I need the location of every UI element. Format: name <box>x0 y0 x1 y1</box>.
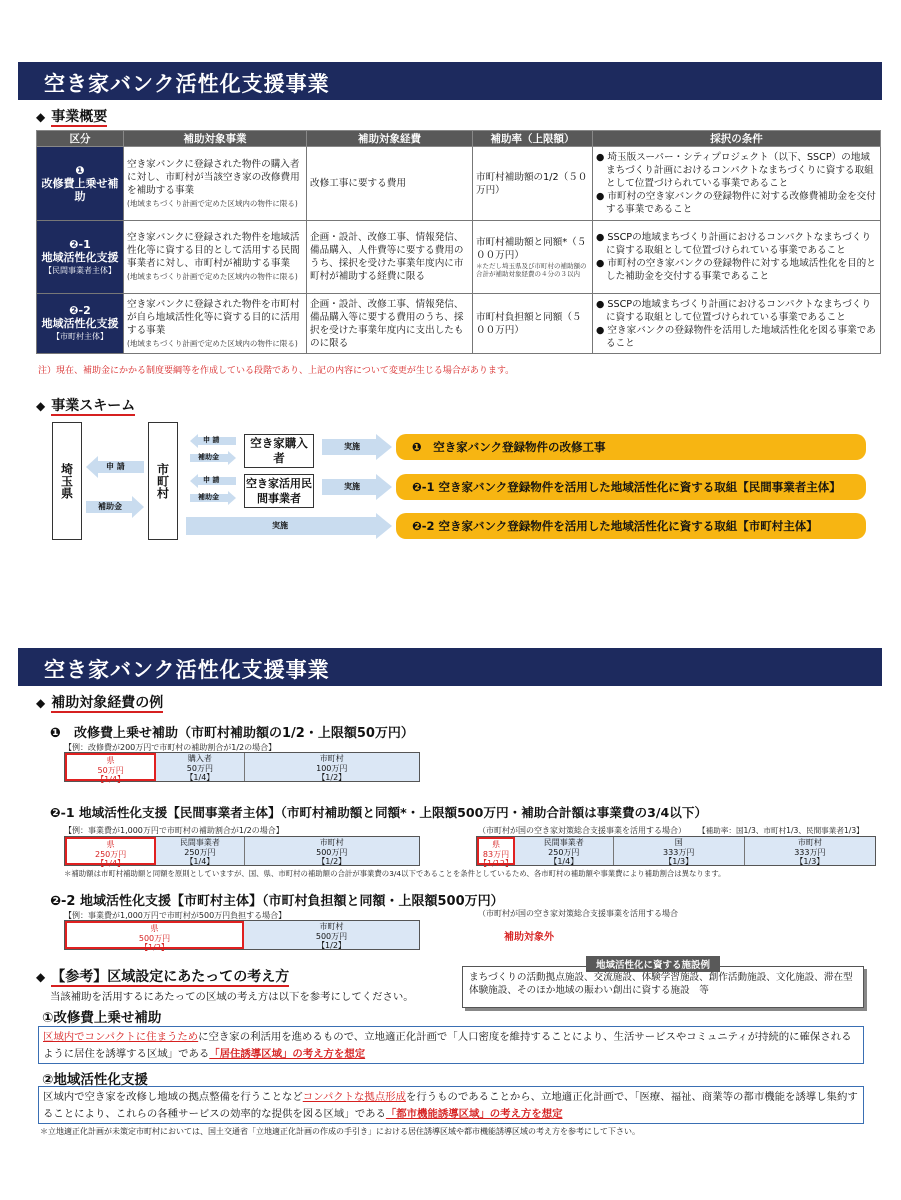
segment-ratio: 【1/4】 <box>549 857 579 866</box>
bar-segment-other <box>745 837 875 865</box>
mini-apply-arrow-2 <box>190 474 236 488</box>
jouken-item: ● 埼玉版スーパー・シティプロジェクト（以下、SSCP）の地域まちづくり計画におけるコンパクトなまちづくりに資する取組として位置づけられている事業であること <box>596 152 874 189</box>
jigyo-note: (地域まちづくり計画で定めた区域内の物件に限る) <box>127 338 298 348</box>
mini-apply-arrow-1 <box>190 434 236 448</box>
segment-amount: 500万円 <box>316 847 348 857</box>
segment-amount: 250万円 <box>548 847 580 857</box>
segment-name: 県 <box>491 840 500 849</box>
diamond-icon: ◆ <box>36 696 46 710</box>
ex2-title: ❷-1 地域活性化支援【民間事業者主体】（市町村補助額と同額*・上限額500万円・補助合計額は事業費の3/4以下） <box>50 805 708 820</box>
diamond-icon: ◆ <box>36 110 46 124</box>
overview-heading <box>36 106 107 126</box>
city-box: 市町村 <box>148 422 178 540</box>
not-eligible-label: 補助対象外 <box>504 932 554 943</box>
facility-text: まちづくりの活動拠点施設、交流施設、体験学習施設、創作活動施設、文化施設、滞在型体験施設、そのほか地域の賑わい創出に資する施設 等 <box>469 972 853 996</box>
pill-3: ❷-2 空き家バンク登録物件を活用した地域活性化に資する取組【市町村主体】 <box>396 513 866 539</box>
jouken-item: ● SSCPの地域まちづくり計画におけるコンパクトなまちづくりに資する取組として位置づけられている事業であること <box>596 232 872 256</box>
jigyo-cell <box>124 294 307 354</box>
segment-name: 市町村 <box>797 838 822 847</box>
th-jigyo: 補助対象事業 <box>124 131 307 147</box>
ex3-caption-right: （市町村が国の空き家対策総合支援事業を活用する場合 <box>478 909 678 918</box>
segment-amount: 500万円 <box>138 933 171 943</box>
th-keihi: 補助対象経費 <box>307 131 473 147</box>
kubun-label: 地域活性化支援 <box>41 317 119 330</box>
segment-name: 民間事業者 <box>543 838 584 847</box>
segment-amount: 333万円 <box>794 847 826 857</box>
ref1-box <box>38 1026 864 1064</box>
segment-ratio: 【1/3】 <box>664 857 694 866</box>
segment-name: 民間事業者 <box>179 838 220 847</box>
segment-amount: 250万円 <box>94 849 127 859</box>
ref-footnote: ＊立地適正化計画が未策定市町村においては、国土交通省「立地適正化計画の作成の手引き」における居住誘導区域や都市機能誘導区域の考え方を参考にして下さい。 <box>40 1127 640 1136</box>
kubun-cell <box>37 147 124 221</box>
ritsu-cell: 市町村負担額と同額（５００万円） <box>473 294 593 354</box>
bar-segment-pref <box>65 753 156 784</box>
keihi-cell: 企画・設計、改修工事、情報発信、備品購入等に要する費用のうち、採択を受けた事業年度内に支出したものに限る <box>307 294 473 354</box>
ex3-bar <box>64 920 420 950</box>
bar-segment-other <box>244 921 419 949</box>
ex2-caption-right2: 【補助率：国1/3、市町村1/3、民間事業者1/3】 <box>698 826 864 835</box>
ex1-bar <box>64 752 420 782</box>
segment-amount: 50万円 <box>97 765 124 775</box>
bar-segment-pref <box>65 921 244 952</box>
segment-amount: 83万円 <box>482 849 510 859</box>
bar-segment-other <box>245 837 420 865</box>
jigyo-text: 空き家バンクに登録された物件を地域活性化等に資する目的として活用する民間事業者に対し、市町村が補助する事業 <box>127 232 300 269</box>
segment-ratio: 【1/2】 <box>317 773 347 782</box>
jigyo-cell <box>124 147 307 221</box>
overview-table <box>36 130 881 354</box>
segment-ratio: 【1/12】 <box>479 859 513 868</box>
jouken-item: ● 市町村の空き家バンクの登録物件に対する改修費補助金を交付する事業であること <box>596 191 876 215</box>
ref2-box <box>38 1086 864 1124</box>
mini-subsidy-arrow-1 <box>190 451 236 465</box>
subsidy-label: 補助金 <box>98 502 122 511</box>
ex2-bar-right <box>476 836 876 866</box>
mini-subsidy-label: 補助金 <box>198 493 219 501</box>
scheme-heading <box>36 395 135 415</box>
pill-1: ❶ 空き家バンク登録物件の改修工事 <box>396 434 866 460</box>
ex1-title: ❶ 改修費上乗せ補助（市町村補助額の1/2・上限額50万円） <box>50 726 414 741</box>
jisshi-arrow-1 <box>322 434 392 460</box>
jisshi-label: 実施 <box>344 482 360 491</box>
bar-segment-other <box>515 837 614 865</box>
jisshi-arrow-3 <box>186 513 392 539</box>
jigyo-text: 空き家バンクに登録された物件を市町村が自ら地域活性化等に資する目的に活用する事業 <box>127 298 300 336</box>
table-row <box>37 294 881 354</box>
kubun-sub: 【市町村主体】 <box>52 332 108 341</box>
jouken-item: ● 空き家バンクの登録物件を活用した地域活性化を図る事業であること <box>596 324 876 349</box>
segment-ratio: 【1/2】 <box>140 943 169 952</box>
kubun-sub: 【民間事業者主体】 <box>44 265 116 275</box>
ex3-title: ❷-2 地域活性化支援【市町村主体】（市町村負担額と同額・上限額500万円） <box>50 894 504 909</box>
bar-segment-other <box>245 753 420 781</box>
segment-name: 県 <box>106 840 115 849</box>
jouken-cell <box>593 147 881 221</box>
bar-segment-other <box>614 837 745 865</box>
page2-banner: 空き家バンク活性化支援事業 <box>18 648 882 686</box>
ref-intro: 当該補助を活用するにあたっての区域の考え方は以下を参考にしてください。 <box>50 991 414 1003</box>
buyer-box: 空き家購入者 <box>244 434 314 468</box>
apply-arrow <box>86 456 144 478</box>
segment-amount: 333万円 <box>663 847 695 857</box>
segment-amount: 50万円 <box>186 763 213 773</box>
segment-ratio: 【1/3】 <box>795 857 825 866</box>
keihi-cell: 改修工事に要する費用 <box>307 147 473 221</box>
jouken-item: ● 市町村の空き家バンクの登録物件に対する地域活性化を目的とした補助金を交付する事業であること <box>596 258 876 282</box>
bar-segment-other <box>156 837 244 865</box>
mini-subsidy-label: 補助金 <box>198 453 219 461</box>
ref1-text-1: に空き家の利活用を進めるもので、立地適正化計画で「人口密度を維持することにより、生活サービスやコミュニティが持続的に確保されるように居住を誘導する区域」である <box>43 1031 852 1060</box>
apply-label: 申 請 <box>106 462 125 471</box>
ex1-caption: 【例：改修費が200万円で市町村の補助割合が1/2の場合】 <box>64 743 277 752</box>
segment-ratio: 【1/4】 <box>96 775 126 784</box>
facility-title: 地域活性化に資する施設例 <box>586 956 720 972</box>
diamond-icon: ◆ <box>36 399 46 413</box>
ex2-footnote: ＊補助額は市町村補助額と同額を原則としていますが、国、県、市町村の補助額の合計が事業費の3/4以下であることを条件としているため、各市町村の補助額や事業費により補助割合は異なります。 <box>64 869 726 878</box>
keihi-cell: 企画・設計、改修工事、情報発信、備品購入、人件費等に要する費用のうち、採択を受けた事業年度内に市町村が補助する経費に限る <box>307 221 473 294</box>
th-ritsu: 補助率（上限額） <box>473 131 593 147</box>
kubun-num: ❶ <box>75 164 85 177</box>
jisshi-arrow-2 <box>322 474 392 500</box>
ex3-caption: 【例：事業費が1,000万円で市町村が500万円負担する場合】 <box>64 911 287 920</box>
segment-amount: 500万円 <box>315 931 348 941</box>
kubun-label: 改修費上乗せ補助 <box>41 177 119 203</box>
jisshi-label: 実施 <box>272 521 288 530</box>
pref-box: 埼玉県 <box>52 422 82 540</box>
ritsu-note: ＊ただし埼玉県及び市町村の補助額の合計が補助対象経費の４分の３以内 <box>476 262 587 278</box>
pill-2: ❷-1 空き家バンク登録物件を活用した地域活性化に資する取組【民間事業者主体】 <box>396 474 866 500</box>
kubun-num: ❷-2 <box>69 304 91 317</box>
ex2-caption-left: 【例：事業費が1,000万円で市町村の補助割合が1/2の場合】 <box>64 826 284 835</box>
bar-segment-pref <box>65 837 156 868</box>
subsidy-arrow <box>86 496 144 518</box>
ref2-underline-1: コンパクトな拠点形成 <box>302 1091 406 1103</box>
ref-heading <box>36 966 289 986</box>
table-row <box>37 221 881 294</box>
segment-name: 国 <box>674 838 683 847</box>
th-jouken: 採択の条件 <box>593 131 881 147</box>
bar-segment-pref <box>477 837 515 868</box>
mini-apply-label: 申 請 <box>203 436 220 444</box>
ex2-caption-right: （市町村が国の空き家対策総合支援事業を活用する場合） <box>478 826 686 835</box>
examples-heading <box>36 692 163 712</box>
kubun-num: ❷-1 <box>69 237 91 251</box>
segment-ratio: 【1/4】 <box>96 859 126 868</box>
segment-ratio: 【1/2】 <box>317 857 347 866</box>
jigyo-note: (地域まちづくり計画で定めた区域内の物件に限る) <box>127 272 298 281</box>
ex2-bar-left <box>64 836 420 866</box>
jigyo-text: 空き家バンクに登録された物件の購入者に対し、市町村が当該空き家の改修費用を補助する事業 <box>127 158 300 196</box>
segment-name: 県 <box>106 756 115 765</box>
overview-heading-text: 事業概要 <box>51 109 108 125</box>
ref1-title: ①改修費上乗せ補助 <box>42 1010 162 1026</box>
mini-apply-label: 申 請 <box>203 476 220 484</box>
segment-name: 県 <box>150 924 159 933</box>
scheme-heading-text: 事業スキーム <box>51 398 136 414</box>
segment-name: 市町村 <box>319 922 344 931</box>
facility-box <box>462 966 864 1008</box>
segment-ratio: 【1/4】 <box>185 857 215 866</box>
kubun-label: 地域活性化支援 <box>41 250 119 264</box>
kubun-cell <box>37 221 124 294</box>
ritsu-cell: 市町村補助額の1/2（５０万円） <box>473 147 593 221</box>
table-note: 注）現在、補助金にかかる制度要綱等を作成している段階であり、上記の内容について変更が生じる場合があります。 <box>38 366 515 376</box>
ref1-underline-1: 区域内でコンパクトに住まうため <box>43 1031 199 1043</box>
page1-banner: 空き家バンク活性化支援事業 <box>18 62 882 100</box>
ref2-text-0: 区域内で空き家を改修し地域の拠点整備を行うことなど <box>43 1091 303 1103</box>
ritsu-cell <box>473 221 593 294</box>
kubun-cell <box>37 294 124 354</box>
ritsu-text: 市町村補助額と同額*（５００万円） <box>476 237 587 261</box>
diamond-icon: ◆ <box>36 970 46 984</box>
examples-heading-text: 補助対象経費の例 <box>51 695 164 711</box>
company-box: 空き家活用民間事業者 <box>244 474 314 508</box>
mini-subsidy-arrow-2 <box>190 491 236 505</box>
th-kubun: 区分 <box>37 131 124 147</box>
ref-heading-text: 【参考】区域設定にあたっての考え方 <box>51 969 290 985</box>
segment-amount: 100万円 <box>316 763 348 773</box>
jouken-cell <box>593 221 881 294</box>
ref2-text-1: を行うものであることから、立地適正化計画で、「医療、福祉、商業等の都市機能を誘導し集約することにより、これらの各種サービスの効率的な提供を図る区域」である <box>43 1091 858 1120</box>
segment-ratio: 【1/2】 <box>317 941 346 950</box>
ref2-underline-2: 「都市機能誘導区域」の考え方を想定 <box>385 1108 563 1120</box>
ref1-underline-2: 「居住誘導区域」の考え方を想定 <box>209 1048 366 1060</box>
bar-segment-other <box>156 753 244 781</box>
segment-name: 市町村 <box>319 838 344 847</box>
segment-ratio: 【1/4】 <box>185 773 215 782</box>
jouken-cell <box>593 294 881 354</box>
segment-name: 購入者 <box>187 754 212 763</box>
jigyo-note: (地域まちづくり計画で定めた区域内の物件に限る) <box>127 198 298 208</box>
segment-amount: 250万円 <box>184 847 216 857</box>
right-arrow-icon <box>186 513 392 539</box>
ref2-title: ②地域活性化支援 <box>42 1072 148 1088</box>
table-row <box>37 147 881 221</box>
jigyo-cell <box>124 221 307 294</box>
jisshi-label: 実施 <box>344 442 360 451</box>
jouken-item: ● SSCPの地域まちづくり計画におけるコンパクトなまちづくりに資する取組として位置づけられている事業であること <box>596 298 872 323</box>
segment-name: 市町村 <box>319 754 344 763</box>
